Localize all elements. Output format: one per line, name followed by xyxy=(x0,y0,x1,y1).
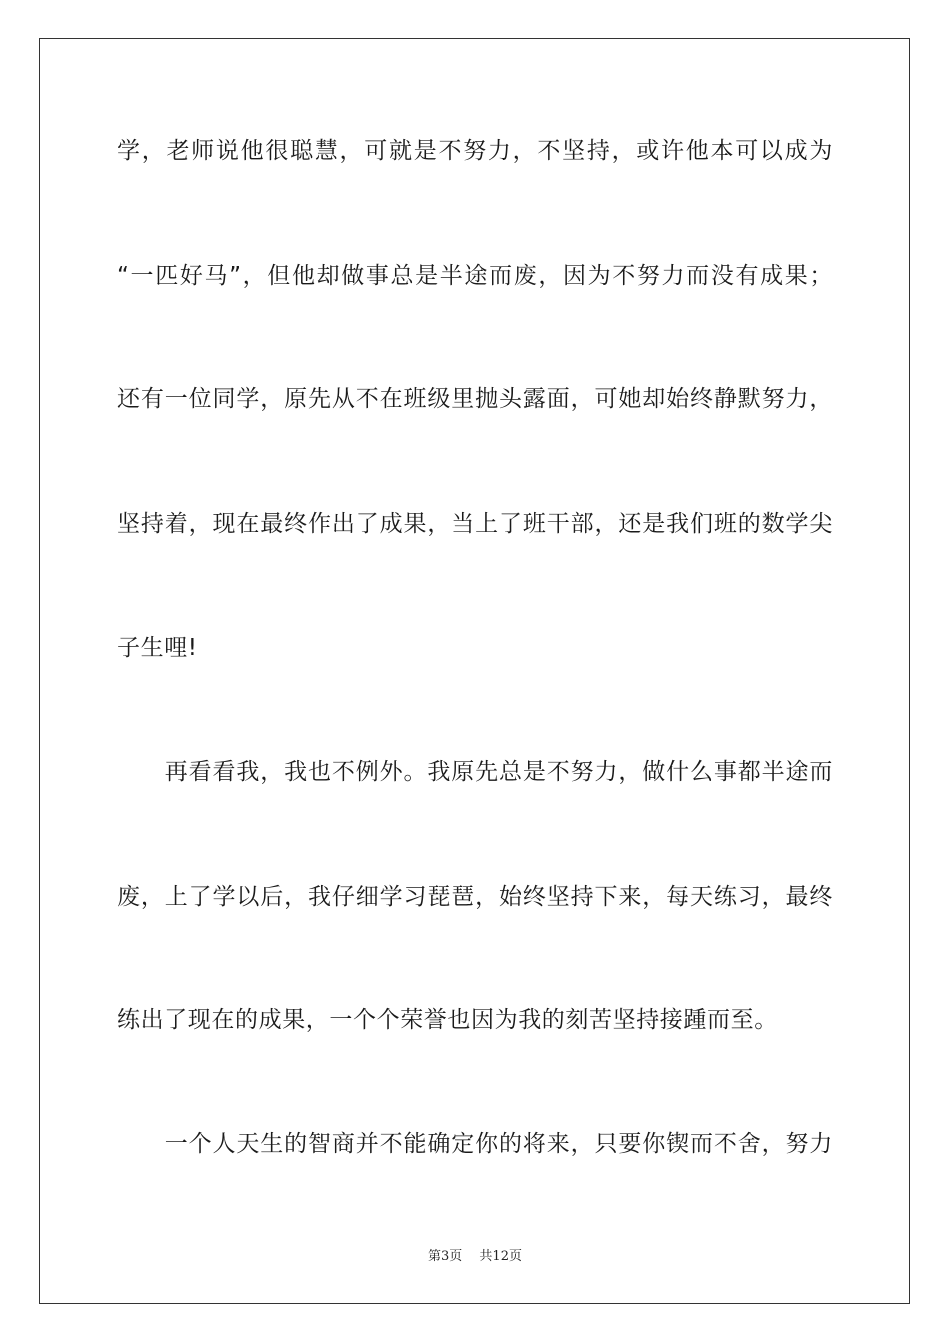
page-border xyxy=(39,38,910,1304)
text-line: 练出了现在的成果，一个个荣誉也因为我的刻苦坚持接踵而至。 xyxy=(117,1007,778,1033)
text-line: 废，上了学以后，我仔细学习琵琶，始终坚持下来，每天练习，最终 xyxy=(117,884,833,910)
text-line: “一匹好马”，但他却做事总是半途而废，因为不努力而没有成果； xyxy=(117,263,833,289)
text-line: 还有一位同学，原先从不在班级里抛头露面，可她却始终静默努力， xyxy=(117,386,833,412)
page-number: 第3页 共12页 xyxy=(428,1249,522,1264)
text-line: 再看看我，我也不例外。我原先总是不努力，做什么事都半途而 xyxy=(117,759,833,785)
text-line: 坚持着，现在最终作出了成果，当上了班干部，还是我们班的数学尖 xyxy=(117,511,833,537)
text-line: 子生哩! xyxy=(117,635,198,661)
text-line: 一个人天生的智商并不能确定你的将来，只要你锲而不舍，努力 xyxy=(117,1131,833,1157)
text-line: 学，老师说他很聪慧，可就是不努力，不坚持，或许他本可以成为 xyxy=(117,138,833,164)
